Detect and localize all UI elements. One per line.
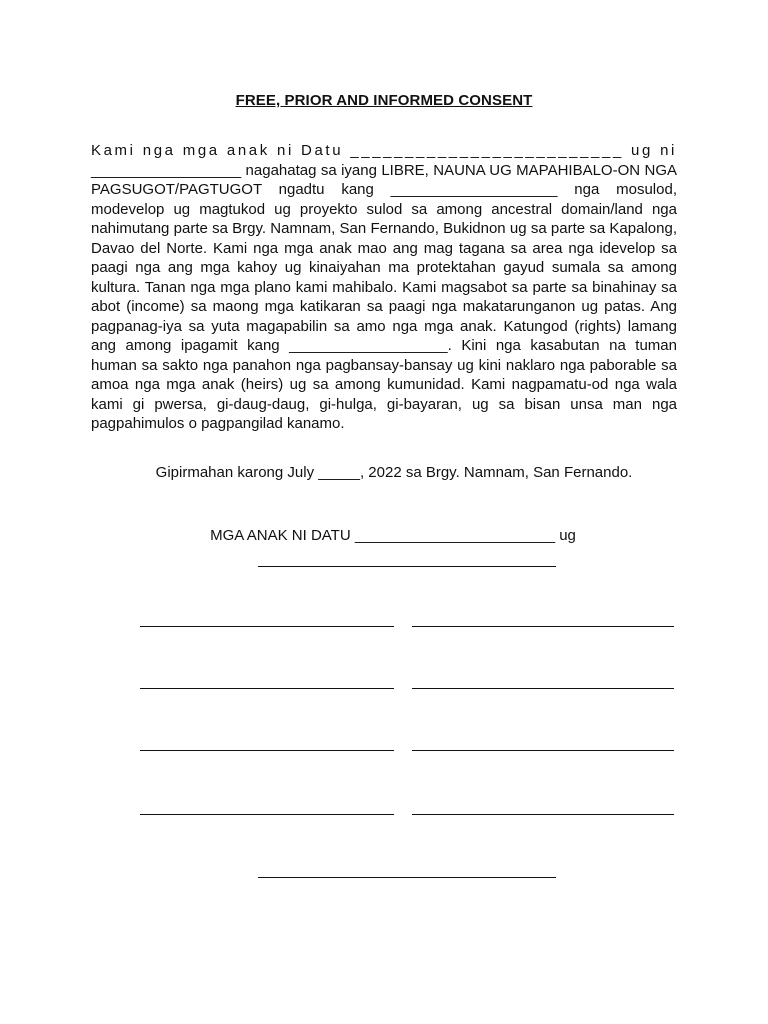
paragraph-rest: __________________ nagahatag sa iyang LIBRE, NAUNA UG MAPAHIBALO-ON NGA PAGSUGOT/PAGTUGOT ngadtu kang ____________________ nga mosulod, modevelop ug magtukod ug proyekto sulod sa among ancestral domain/land nga nahimutang parte sa Brgy. Namnam, San Fernando, Bukidnon ug sa parte sa Kapalong, Davao del Norte. Kami nga mga anak mao ang mag tagana sa area nga idevelop sa paagi nga ang mga kahoy ug kinaiyahan ma protektahan gayud sumala sa among kultura. Tanan nga mga plano kami mahibalo. Kami magsabot sa parte sa binahinay sa abot (income) sa maong mga katikaran sa paagi nga makatarunganon ug patas. Ang pagpanag-iya sa yuta magapabilin sa amo nga mga anak. Katungod (rights) lamang ang among ipagamit kang ___________________. Kini nga kasabutan na tuman human sa sakto nga panahon nga pagbansay-bansay ug kini naklaro nga paborable sa amoa nga mga anak (heirs) ug sa among kumunidad. Kami nagpamatu-od nga wala kami gi pwersa, gi-daug-daug, gi-hulga, gi-bayaran, ug sa bisan unsa man nga pagpahimulos o pagpangilad kanamo. [91, 161, 677, 432]
signing-date-line: Gipirmahan karong July _____, 2022 sa Brgy. Namnam, San Fernando. [155, 464, 633, 481]
paragraph-lead: Kami nga mga anak ni Datu _________________________ ug ni [91, 142, 677, 159]
signature-line-bottom [258, 877, 556, 878]
signature-line [140, 750, 394, 751]
signature-line [140, 688, 394, 689]
signature-line [412, 814, 674, 815]
document-title: FREE, PRIOR AND INFORMED CONSENT [235, 92, 533, 109]
heirs-name-line [258, 566, 556, 567]
signature-line [412, 688, 674, 689]
consent-paragraph [91, 141, 677, 434]
signature-line [140, 814, 394, 815]
signature-line [412, 750, 674, 751]
heirs-heading: MGA ANAK NI DATU ________________________ ug [210, 527, 576, 544]
signature-line [140, 626, 394, 627]
signature-line [412, 626, 674, 627]
